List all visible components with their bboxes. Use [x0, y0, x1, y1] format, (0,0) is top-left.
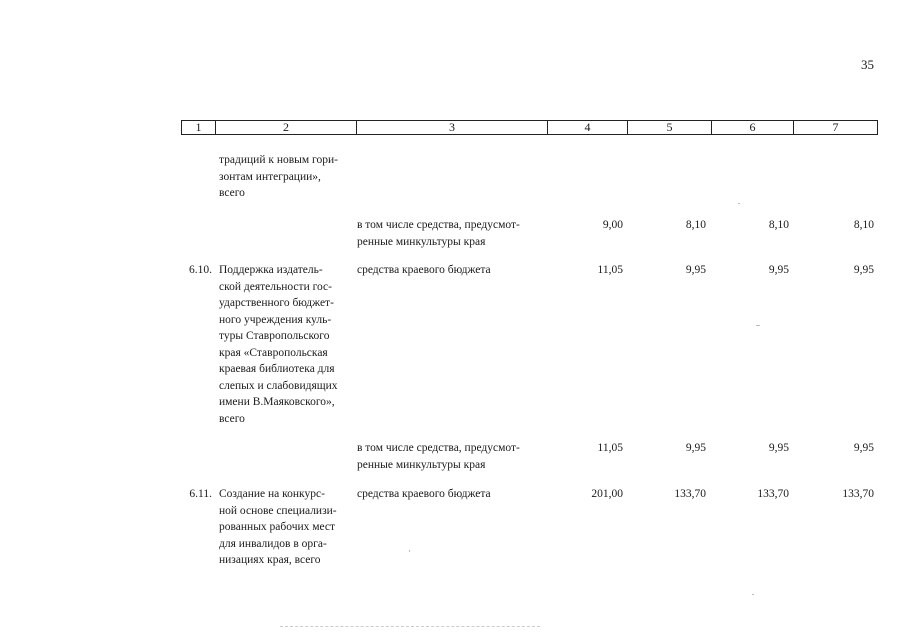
column-header-1: 1 — [182, 121, 216, 134]
table-row-3-value-6: 9,95 — [768, 442, 789, 454]
name-line: всего — [219, 412, 245, 425]
table-row-4-value-4: 201,00 — [591, 488, 623, 500]
table-row-1-value-7: 8,10 — [853, 219, 874, 231]
page-number: 35 — [861, 57, 874, 72]
table-row-2-value-4: 11,05 — [597, 264, 623, 276]
column-header-3: 3 — [357, 121, 548, 134]
table-row-0-name — [219, 152, 349, 202]
table-row-4-value-7: 133,70 — [842, 488, 874, 500]
column-header-2: 2 — [216, 121, 357, 134]
name-line: слепых и слабовидящих — [219, 379, 338, 392]
column-header-7: 7 — [832, 120, 839, 134]
name-line: ного учреждения куль- — [219, 313, 332, 326]
table-row-2-value-5: 9,95 — [685, 264, 706, 276]
scan-bottom-edge — [280, 626, 540, 627]
table-row-4-name — [219, 486, 349, 569]
name-line: ной основе специализи- — [219, 504, 337, 517]
name-line: краевая библиотека для — [219, 363, 335, 375]
name-line: рованных рабочих мест — [219, 521, 336, 533]
table-row-3-value-5: 9,95 — [685, 442, 706, 454]
source-line: средства краевого бюджета — [357, 488, 491, 500]
column-header-5: 5 — [628, 121, 712, 134]
table-row-3-source — [357, 440, 547, 473]
table-row-2-source — [357, 262, 547, 279]
name-line: Создание на конкурс- — [219, 488, 325, 500]
table-header-row — [181, 120, 878, 135]
scan-speck — [752, 594, 754, 595]
table-row-4-value-6: 133,70 — [757, 488, 789, 500]
source-line: ренные минкультуры края — [357, 458, 486, 471]
source-line: ренные минкультуры края — [357, 235, 486, 248]
name-line: края «Ставропольская — [219, 346, 328, 359]
scan-speck — [409, 550, 410, 552]
source-line: в том числе средства, предусмот- — [357, 219, 520, 231]
table-row-1-value-6: 8,10 — [768, 219, 789, 231]
scan-speck — [756, 325, 760, 326]
source-line: в том числе средства, предусмот- — [357, 442, 520, 454]
table-row-2-index: 6.10. — [189, 264, 212, 276]
name-line: туры Ставропольского — [219, 330, 330, 342]
table-row-3-value-7: 9,95 — [853, 442, 874, 454]
table-row-2-value-7: 9,95 — [853, 264, 874, 276]
table-row-4-source — [357, 486, 547, 503]
table-row-1-source — [357, 217, 547, 250]
scan-speck — [738, 203, 740, 204]
column-header-4: 4 — [548, 121, 628, 134]
name-line: традиций к новым гори- — [219, 154, 338, 166]
table-row-4-index: 6.11. — [189, 488, 212, 500]
name-line: ударственного бюджет- — [219, 297, 334, 309]
name-line: ской деятельности гос- — [219, 280, 332, 293]
table-row-2-value-6: 9,95 — [768, 264, 789, 276]
table-row-4-value-5: 133,70 — [674, 488, 706, 500]
name-line: имени В.Маяковского», — [219, 396, 335, 408]
table-row-1-value-4: 9,00 — [602, 219, 623, 231]
name-line: всего — [219, 187, 245, 199]
name-line: низациях края, всего — [219, 554, 321, 566]
source-line: средства краевого бюджета — [357, 264, 491, 276]
name-line: для инвалидов в орга- — [219, 537, 327, 550]
table-row-1-value-5: 8,10 — [685, 219, 706, 231]
table-row-2-name — [219, 262, 349, 427]
name-line: зонтам интеграции», — [219, 170, 321, 183]
column-header-6: 6 — [712, 121, 794, 134]
table-row-3-value-4: 11,05 — [597, 442, 623, 454]
name-line: Поддержка издатель- — [219, 264, 323, 276]
